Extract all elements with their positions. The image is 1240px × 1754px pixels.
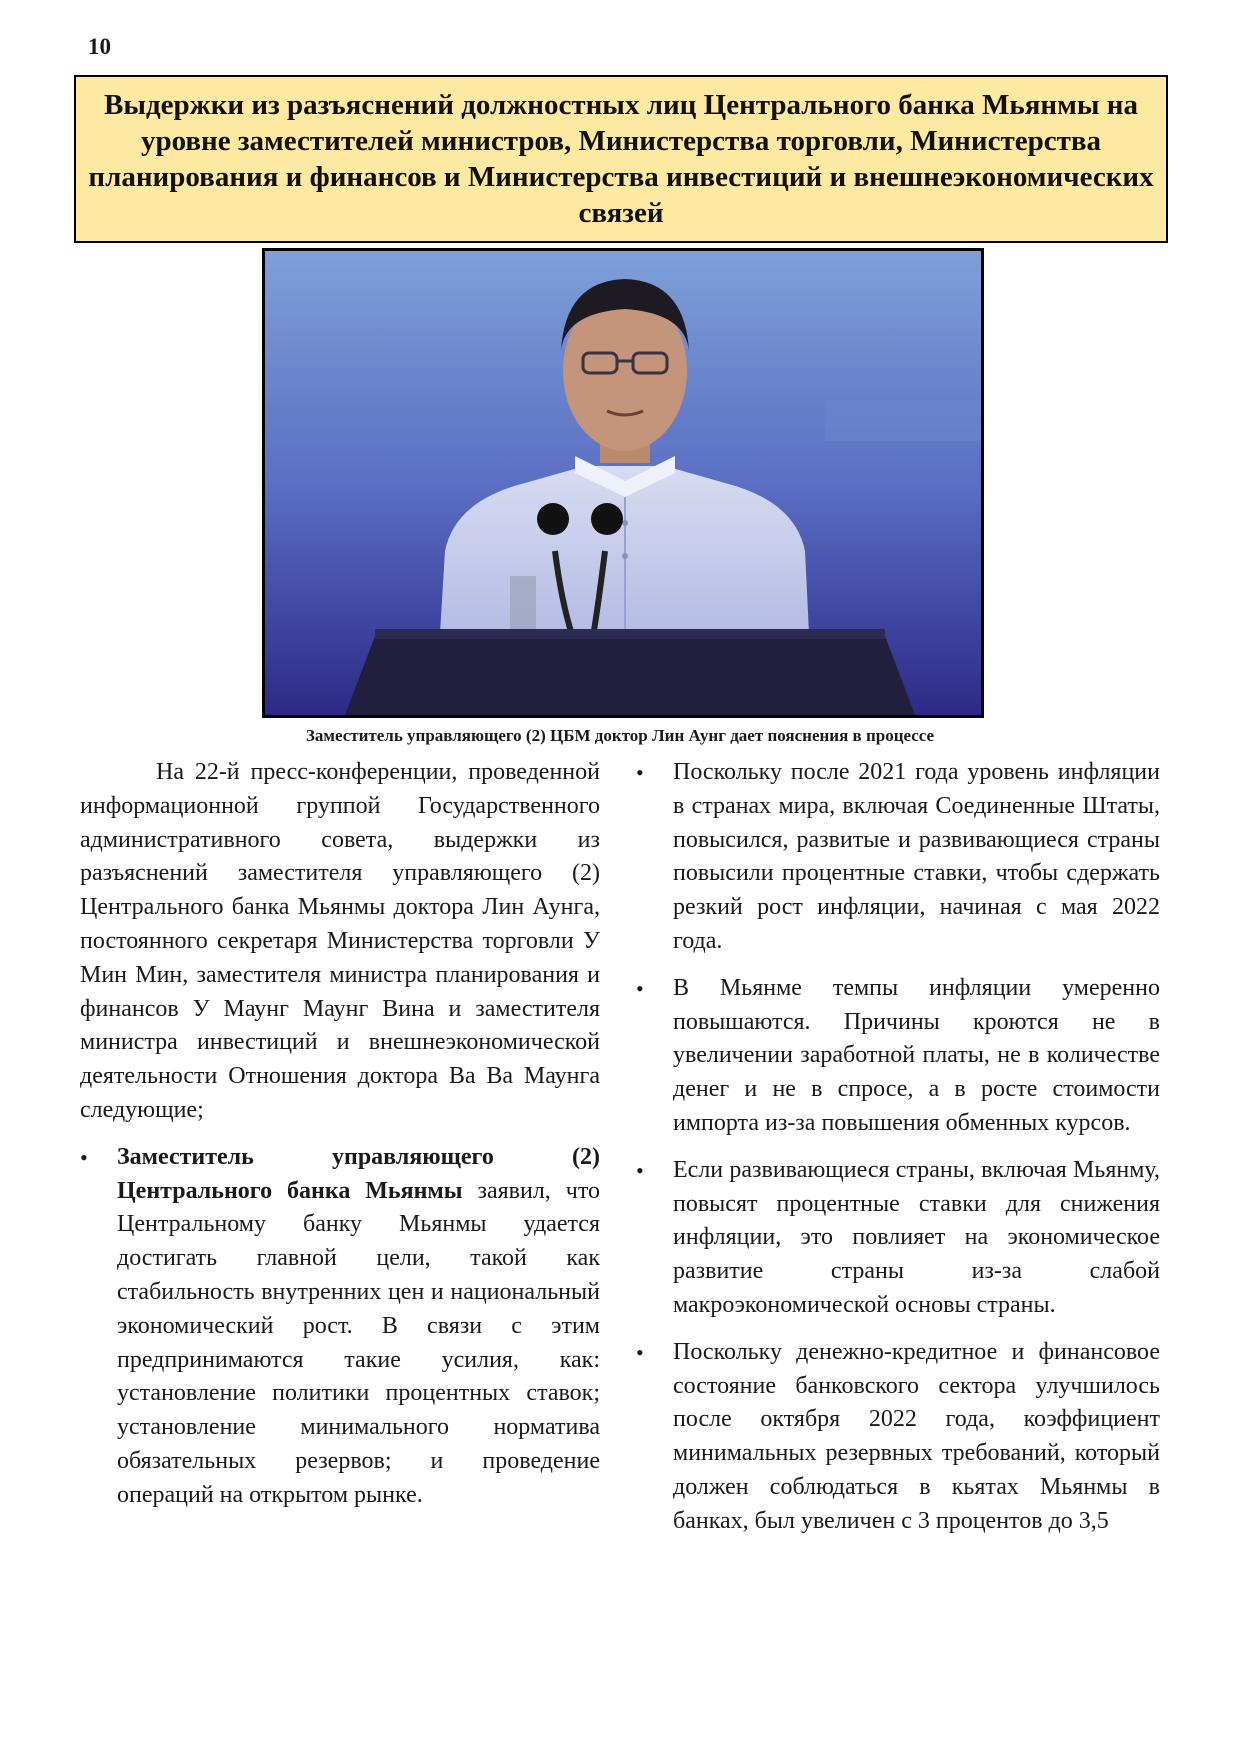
bullet-item: • Поскольку после 2021 года уровень инфляции в странах мира, включая Соединенные Штаты, повысился, развитые и развивающиеся страны повысили процентные ставки, чтобы сдержать резкий рост инфляции, начиная с мая 2022 года. [636, 756, 1160, 959]
speaker-illustration [265, 251, 981, 715]
speaker-photo [262, 248, 984, 718]
photo-caption: Заместитель управляющего (2) ЦБМ доктор Лин Аунг дает пояснения в процессе [305, 726, 935, 745]
left-column [80, 756, 600, 1513]
page-number: 10 [88, 34, 111, 59]
bullet-bold-lead: Заместитель управляющего (2) Центрального банка Мьянмы [117, 1143, 600, 1204]
bullet-text: заявил, что Центральному банку Мьянмы удается достигать главной цели, такой как стабильность внутренних цен и национальный экономический рост. В связи с этим предпринимаются такие усилия, как: установление политики процентных ставок; установление минимального норматива обязательных резервов; и проведение операций на открытом рынке. [117, 1177, 600, 1508]
page-title: Выдержки из разъяснений должностных лиц Центрального банка Мьянмы на уровне заместителей министров, Министерства торговли, Министерства планирования и финансов и Министерства инвестиций и внешнеэкономических связей [88, 89, 1154, 229]
title-box [74, 75, 1168, 243]
intro-paragraph: На 22-й пресс-конференции, проведенной информационной группой Государственного административного совета, выдержки из разъяснений заместителя управляющего (2) Центрального банка Мьянмы доктора Лин Аунга, постоянного секретаря Министерства торговли У Мин Мин, заместителя министра планирования и финансов У Маунг Маунг Вина и заместителя министра инвестиций и внешнеэкономической деятельности Отношения доктора Ва Ва Маунга следующие; [80, 759, 600, 1123]
right-column [636, 756, 1160, 1539]
bullet-item: • Если развивающиеся страны, включая Мьянму, повысят процентные ставки для снижения инфляции, это повлияет на экономическое развитие страны из-за слабой макроэкономической основы страны. [636, 1154, 1160, 1323]
bullet-item: • В Мьянме темпы инфляции умеренно повышаются. Причины кроются не в увеличении заработной платы, не в количестве денег и не в спросе, а в росте стоимости импорта из-за повышения обменных курсов. [636, 972, 1160, 1141]
bullet-item [80, 1141, 600, 1513]
bullet-item: • Поскольку денежно-кредитное и финансовое состояние банковского сектора улучшилось после октября 2022 года, коэффициент минимальных резервных требований, который должен соблюдаться в кьятах Мьянмы в банках, был увеличен с 3 процентов до 3,5 [636, 1336, 1160, 1539]
